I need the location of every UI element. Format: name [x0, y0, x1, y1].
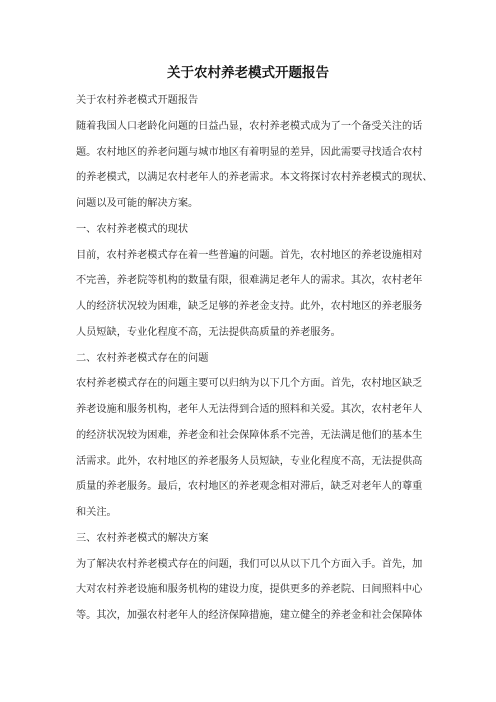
- paragraph-line: 质量的养老服务。最后，农村地区的养老观念相对滞后，缺乏对老年人的尊重: [76, 481, 423, 492]
- paragraph-line: 和关注。: [76, 507, 117, 518]
- section-heading: 二、农村养老模式存在的问题: [76, 353, 209, 364]
- paragraph-line: 的经济状况较为困难，养老金和社会保障体系不完善，无法满足他们的基本生: [76, 430, 423, 441]
- paragraph-line: 题。农村地区的养老问题与城市地区有着明显的差异，因此需要寻找适合农村: [76, 147, 423, 158]
- paragraph-line: 问题以及可能的解决方案。: [76, 198, 199, 209]
- paragraph-line: 养老设施和服务机构，老年人无法得到合适的照料和关爱。其次，农村老年人: [76, 404, 423, 415]
- paragraph-line: 大对农村养老设施和服务机构的建设力度，提供更多的养老院、日间照料中心: [76, 584, 423, 595]
- paragraph-line: 不完善，养老院等机构的数量有限，很难满足老年人的需求。其次，农村老年: [76, 275, 423, 286]
- paragraph-line: 农村养老模式存在的问题主要可以归纳为以下几个方面。首先，农村地区缺乏: [76, 378, 423, 389]
- document-title: 关于农村养老模式开题报告: [167, 65, 329, 81]
- section-heading: 一、农村养老模式的现状: [76, 224, 189, 235]
- paragraph-line: 随着我国人口老龄化问题的日益凸显，农村养老模式成为了一个备受关注的话: [76, 121, 423, 132]
- section-heading: 三、农村养老模式的解决方案: [76, 533, 209, 544]
- paragraph-line: 的养老模式，以满足农村老年人的养老需求。本文将探讨农村养老模式的现状、: [76, 172, 433, 183]
- paragraph-line: 目前，农村养老模式存在着一些普遍的问题。首先，农村地区的养老设施相对: [76, 250, 423, 261]
- paragraph-line: 活需求。此外，农村地区的养老服务人员短缺，专业化程度不高，无法提供高: [76, 456, 423, 467]
- subtitle-line: 关于农村养老模式开题报告: [76, 95, 199, 106]
- paragraph-line: 为了解决农村养老模式存在的问题，我们可以从以下几个方面入手。首先，加: [76, 559, 423, 570]
- paragraph-line: 人员短缺，专业化程度不高，无法提供高质量的养老服务。: [76, 327, 341, 338]
- paragraph-line: 等。其次，加强农村老年人的经济保障措施，建立健全的养老金和社会保障体: [76, 610, 423, 621]
- paragraph-line: 人的经济状况较为困难，缺乏足够的养老金支持。此外，农村地区的养老服务: [76, 301, 423, 312]
